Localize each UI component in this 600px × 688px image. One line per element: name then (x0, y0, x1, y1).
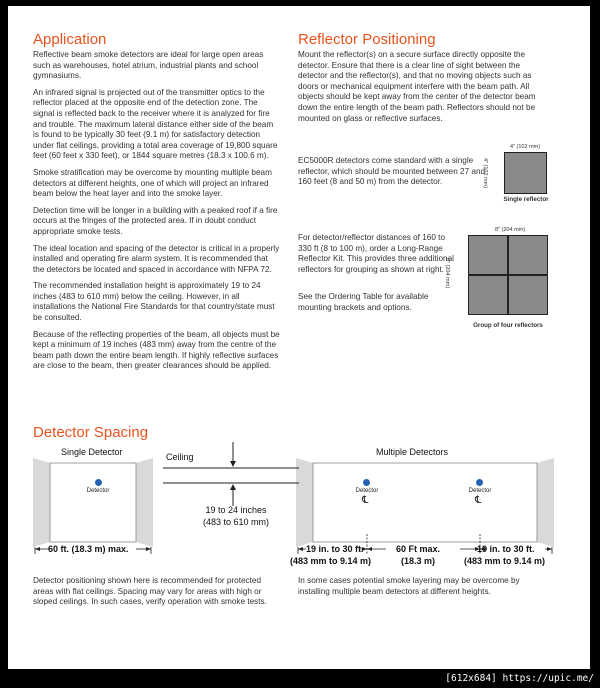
ordering-text: See the Ordering Table for available mounting brackets and options. (298, 292, 429, 312)
group-reflector-caption: Group of four reflectors (473, 322, 543, 329)
multi-room (313, 463, 537, 542)
detector-label: Detector (468, 488, 492, 494)
drop-dimension-line1: 19 to 24 inches (205, 505, 267, 515)
arrow-up-head (230, 484, 236, 490)
middle-distance-line1: 60 Ft max. (396, 544, 441, 554)
spacing-heading: Detector Spacing (33, 424, 149, 441)
group-reflector-width: 8" (204 mm) (495, 227, 526, 233)
single-width-dimension: 60 ft. (18.3 m) max. (48, 544, 129, 554)
detector-dot-icon (95, 479, 102, 486)
centerline-icon: ℄ (362, 495, 369, 506)
middle-distance-line2: (18.3 m) (401, 556, 436, 566)
single-reflector-width: 4" (102 mm) (510, 144, 541, 150)
wall-right-single (136, 458, 153, 547)
application-paragraph: Detection time will be longer in a building with a peaked roof if a fire occurs at the fringes of the protected area. If in doubt conduct appropriate smoke tests. (33, 205, 278, 236)
right-distance-line2: (483 mm to 9.14 m) (464, 556, 546, 566)
application-heading: Application (33, 31, 107, 48)
left-distance-line1: 19 in. to 30 ft. (306, 544, 364, 554)
left-distance-line2: (483 mm to 9.14 m) (290, 556, 372, 566)
watermark: [612x684] https://upic.me/ (445, 673, 594, 684)
drop-dimension-line2: (483 to 610 mm) (202, 517, 270, 527)
single-detector-label: Single Detector (61, 447, 123, 457)
application-paragraph: The ideal location and spacing of the detector is critical in a properly installed and operating fire alarm system. It is recommended that the detectors be located and spaced in accordance with NFPA 72. (33, 243, 280, 274)
application-paragraph: The recommended installation height is approximately 19 to 24 inches (483 to 610 mm) below the ceiling. However, in all installations the National Fire Standards for that country/state must be consulted. (33, 281, 275, 323)
arrow-down-head (230, 461, 236, 467)
detector-dot-icon (476, 479, 483, 486)
application-paragraph: Because of the reflecting properties of the beam, all objects must be kept a minimum of 19 inches (483 mm) away from the centre of the beam path down the entire beam length. If highly reflective surfaces are close to the beam, then greater clearances should be applied. (33, 329, 280, 371)
application-paragraph: An infrared signal is projected out of the transmitter optics to the reflector placed at the opposite end of the detection zone. The signal is reflected back to the receiver where it is analyzed for fire and trouble. The maximum lateral distance either side of the beam is found to be typically 30 feet (9.1 m) for satisfactory detection under flat ceilings, providing a total area coverage of 19,800 square feet (60 feet x 330 feet), or 1844 square metres (18.3 x 100.6 m). (33, 87, 278, 161)
multiple-detectors-label: Multiple Detectors (376, 447, 449, 457)
reflector-paragraph: Mount the reflector(s) on a secure surface directly opposite the detector. Ensure that there is a clear line of sight between the detector and the reflector(s), and that no moving objects such as doors or mechanical equipment interfere with the beam path. All objects should be kept away from the center of the detector beam down the entire length of the beam path. Reflectors should not be mounted on glass or reflective surfaces. (298, 50, 536, 123)
wall-right-multi (537, 458, 554, 547)
detector-dot-icon (363, 479, 370, 486)
spacing-note-left: Detector positioning shown here is recommended for protected areas with flat ceilings. Spacing may vary for areas with high or sloped ceilings. In such cases, verify operation with smoke tests. (33, 576, 267, 607)
application-paragraph: Smoke stratification may be overcome by mounting multiple beam detectors at different heights, one of which will project an infrared beam below the heat layer and into the smoke layer. (33, 167, 272, 199)
right-distance-line1: 19 in. to 30 ft. (477, 544, 535, 554)
single-reflector-caption: Single reflector (503, 196, 549, 203)
long-range-text: For detector/reflector distances of 160 to 330 ft (8 to 100 m), order a Long-Range Reflector Kit. This provides three additional reflectors for grouping as shown at right. (298, 233, 454, 274)
detector-label: Detector (86, 488, 110, 494)
spacing-diagram (8, 6, 590, 669)
single-room (50, 463, 136, 542)
ceiling-label: Ceiling (166, 452, 194, 462)
spacing-note-right: In some cases potential smoke layering may be overcome by installing multiple beam detectors at different heights. (298, 576, 520, 596)
centerline-icon: ℄ (475, 495, 482, 506)
wall-left-single (33, 458, 50, 547)
ec5000r-text: EC5000R detectors come standard with a single reflector, which should be mounted between 27 and 160 feet (8 and 50 m) from the detector. (298, 156, 486, 187)
application-paragraph: Reflective beam smoke detectors are ideal for large open areas such as warehouses, hotel atrium, industrial plants and school gymnasiums. (33, 50, 264, 81)
wall-left-multi (296, 458, 313, 547)
group-reflector-height: 8" (204 mm) (444, 257, 451, 289)
document-page (8, 6, 590, 669)
single-reflector-height: 4" (102 mm) (482, 157, 489, 189)
detector-label: Detector (355, 488, 379, 494)
reflector-heading: Reflector Positioning (298, 31, 436, 48)
